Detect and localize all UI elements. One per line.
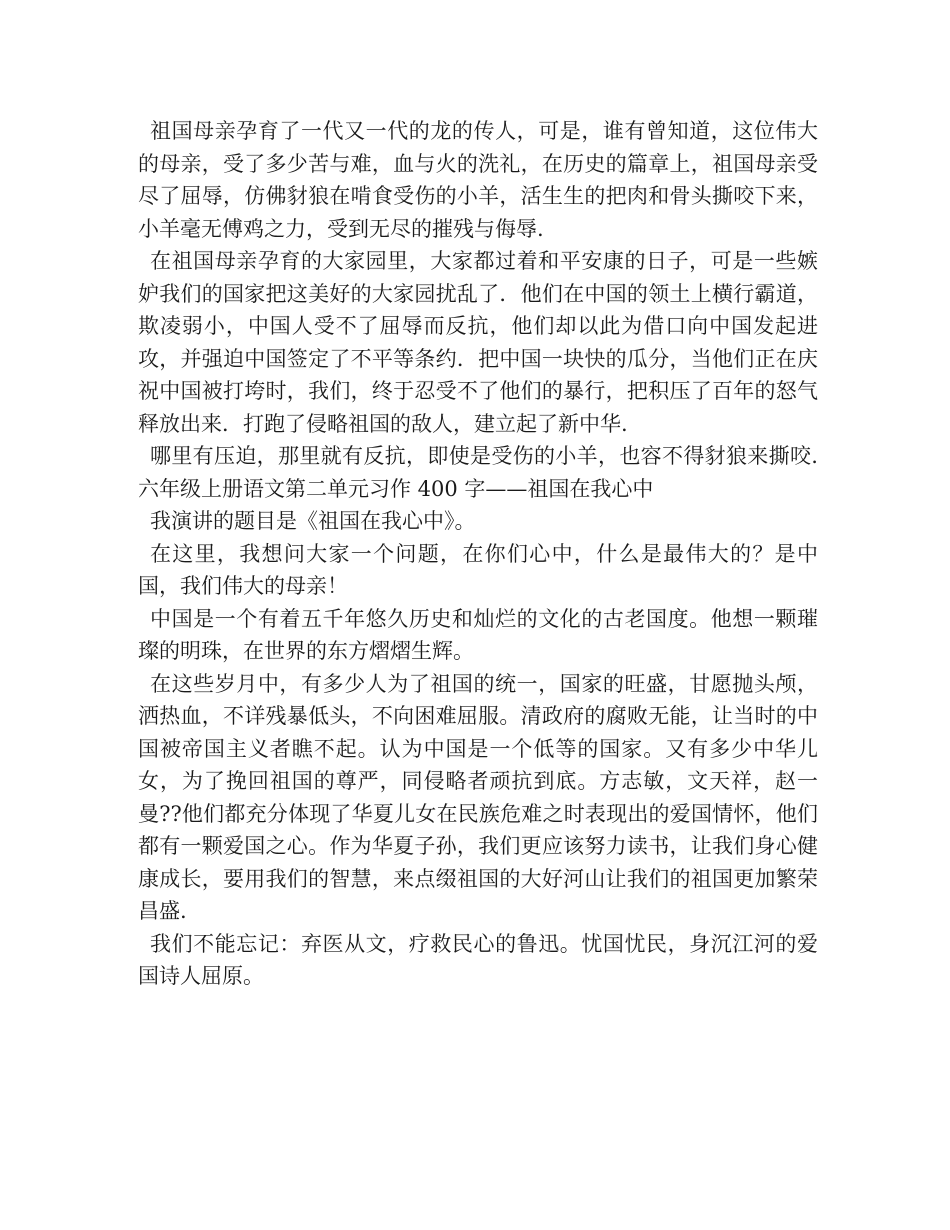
document-body [138,115,818,993]
paragraph-4: 我演讲的题目是《祖国在我心中》。 [150,509,476,533]
paragraph-6: 中国是一个有着五千年悠久历史和灿烂的文化的古老国度。他想一颗璀璨的明珠，在世界的东方熠熠生辉。 [138,606,818,663]
paragraph-8: 我们不能忘记：弃医从文，疗救民心的鲁迅。忧国忧民，身沉江河的爱国诗人屈原。 [138,931,818,988]
paragraph-1: 祖国母亲孕育了一代又一代的龙的传人，可是，谁有曾知道，这位伟大的母亲，受了多少苦与难，血与火的洗礼，在历史的篇章上，祖国母亲受尽了屈辱，仿佛豺狼在啃食受伤的小羊，活生生的把肉和骨头撕咬下来，小羊毫无傅鸡之力，受到无尽的摧残与侮辱. [138,119,818,241]
paragraph-5: 在这里，我想问大家一个问题，在你们心中，什么是最伟大的？是中国，我们伟大的母亲！ [138,541,818,598]
paragraph-2: 在祖国母亲孕育的大家园里，大家都过着和平安康的日子，可是一些嫉妒我们的国家把这美好的大家园扰乱了．他们在中国的领土上横行霸道，欺凌弱小，中国人受不了屈辱而反抗，他们却以此为借口向中国发起进攻，并强迫中国签定了不平等条约．把中国一块快的瓜分，当他们正在庆祝中国被打垮时，我们，终于忍受不了他们的暴行，把积压了百年的怒气释放出来．打跑了侵略祖国的敌人，建立起了新中华. [138,249,818,436]
paragraph-7: 在这些岁月中，有多少人为了祖国的统一，国家的旺盛，甘愿抛头颅，洒热血，不详残暴低头，不向困难屈服。清政府的腐败无能，让当时的中国被帝国主义者瞧不起。认为中国是一个低等的国家。又有多少中华儿女，为了挽回祖国的尊严，同侵略者顽抗到底。方志敏，文天祥，赵一曼??他们都充分体现了华夏儿女在民族危难之时表现出的爱国情怀，他们都有一颗爱国之心。作为华夏子孙，我们更应该努力读书，让我们身心健康成长，要用我们的智慧，来点缀祖国的大好河山让我们的祖国更加繁荣昌盛. [138,671,818,923]
paragraph-3: 哪里有压迫，那里就有反抗，即使是受伤的小羊，也容不得豺狼来撕咬. 六年级上册语文第二单元习作 400 字——祖国在我心中 [138,444,818,501]
